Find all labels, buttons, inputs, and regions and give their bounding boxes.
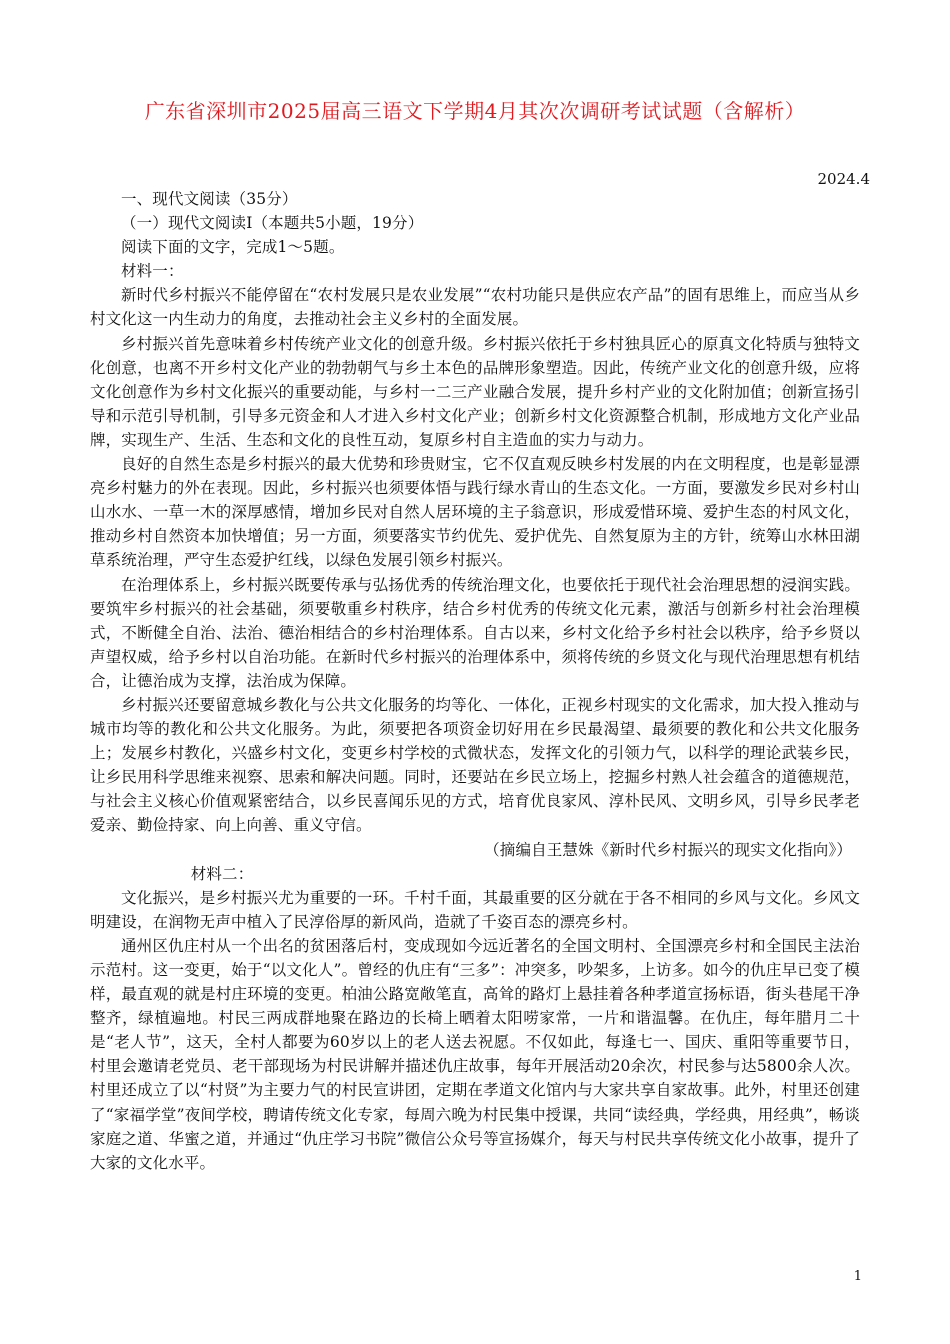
material-two-label: 材料二： bbox=[190, 864, 254, 883]
page-title: 广东省深圳市2025届高三语文下学期4月其次次调研考试试题（含解析） bbox=[144, 99, 806, 123]
material-one-paragraph: 乡村振兴首先意味着乡村传统产业文化的创意升级。乡村振兴依托于乡村独具匠心的原真文化特质与独特文化创意，也离不开乡村文化产业的勃勃朝气与乡土本色的品牌形象塑造。因此，传统产业文化的创意升级，应将文化创意作为乡村文化振兴的重要动能，与乡村一二三产业融合发展，提升乡村产业的文化附加值；创新宣扬引导和示范引导机制，引导多元资金和人才进入乡村文化产业；创新乡村文化资源整合机制，形成地方文化产业品牌，实现生产、生活、生态和文化的良性互动，复原乡村自主造血的实力与动力。 bbox=[90, 334, 860, 449]
material-one-source: （摘编自王慧姝《新时代乡村振兴的现实文化指向》） bbox=[484, 840, 852, 859]
page-number: 1 bbox=[853, 1269, 862, 1284]
material-one-paragraph: 在治理体系上，乡村振兴既要传承与弘扬优秀的传统治理文化，也要依托于现代社会治理思想的浸润实践。要筑牢乡村振兴的社会基础，须要敬重乡村秩序，结合乡村优秀的传统文化元素，激活与创新乡村社会治理模式，不断健全自治、法治、德治相结合的乡村治理体系。自古以来，乡村文化给予乡村社会以秩序，给予乡贤以声望权威，给予乡村以自治功能。在新时代乡村振兴的治理体系中，须将传统的乡贤文化与现代治理思想有机结合，让德治成为支撑，法治成为保障。 bbox=[90, 575, 860, 690]
material-two-paragraph: 文化振兴，是乡村振兴尤为重要的一环。千村千面，其最重要的区分就在于各不相同的乡风与文化。乡风文明建设，在润物无声中植入了民淳俗厚的新风尚，造就了千姿百态的漂亮乡村。 bbox=[90, 888, 860, 931]
material-one-paragraph: 新时代乡村振兴不能停留在“农村发展只是农业发展”“农村功能只是供应农产品”的固有思维上，而应当从乡村文化这一内生动力的角度，去推动社会主义乡村的全面发展。 bbox=[90, 286, 860, 329]
instruction-text: 阅读下面的文字，完成1～5题。 bbox=[121, 238, 345, 257]
material-one-paragraph: 良好的自然生态是乡村振兴的最大优势和珍贵财宝，它不仅直观反映乡村发展的内在文明程度，也是彰显漂亮乡村魅力的外在表现。因此，乡村振兴也须要体悟与践行绿水青山的生态文化。一方面，要激发乡民对乡村山山水水、一草一木的深厚感情，增加乡民对自然人居环境的主子翁意识，形成爱惜环境、爱护生态的村风文化，推动乡村自然资本加快增值；另一方面，须要落实节约优先、爱护优先、自然复原为主的方针，统筹山水林田湖草系统治理，严守生态爱护红线，以绿色发展引领乡村振兴。 bbox=[90, 455, 860, 570]
subsection-heading: （一）现代文阅读Ⅰ（本题共5小题，19分） bbox=[121, 214, 424, 233]
document-body bbox=[90, 187, 860, 1175]
material-two-paragraph: 通州区仇庄村从一个出名的贫困落后村，变成现如今远近著名的全国文明村、全国漂亮乡村和全国民主法治示范村。这一变更，始于“以文化人”。曾经的仇庄有“三多”：冲突多，吵架多，上访多。如今的仇庄早已变了模样，最直观的就是村庄环境的变更。柏油公路宽敞笔直，高耸的路灯上悬挂着各种孝道宣扬标语，街头巷尾干净整齐，绿植遍地。村民三两成群地聚在路边的长椅上晒着太阳唠家常，一片和谐温馨。在仇庄，每年腊月二十是“老人节”，这天，全村人都要为60岁以上的老人送去祝愿。不仅如此，每逢七一、国庆、重阳等重要节日，村里会邀请老党员、老干部现场为村民讲解并描述仇庄故事，每年开展活动20余次，村民参与达5800余人次。村里还成立了以“村贤”为主要力气的村民宣讲团，定期在孝道文化馆内与大家共享自家故事。此外，村里还创建了“家福学堂”夜间学校，聘请传统文化专家，每周六晚为村民集中授课，共同“读经典，学经典，用经典”，畅谈家庭之道、华蜜之道，并通过“仇庄学习书院”微信公众号等宣扬媒介，每天与村民共享传统文化小故事，提升了大家的文化水平。 bbox=[90, 936, 860, 1172]
material-one-paragraph: 乡村振兴还要留意城乡教化与公共文化服务的均等化、一体化，正视乡村现实的文化需求，加大投入推动与城市均等的教化和公共文化服务。为此，须要把各项资金切好用在乡民最渴望、最须要的教化和公共文化服务上；发展乡村教化，兴盛乡村文化，变更乡村学校的式微状态，发挥文化的引领力气，以科学的理论武装乡民，让乡民用科学思维来视察、思索和解决问题。同时，还要站在乡民立场上，挖掘乡村熟人社会蕴含的道德规范，与社会主义核心价值观紧密结合，以乡民喜闻乐见的方式，培育优良家风、淳朴民风、文明乡风，引导乡民孝老爱亲、勤俭持家、向上向善、重义守信。 bbox=[90, 695, 860, 835]
exam-date: 2024.4 bbox=[817, 170, 870, 188]
material-one-label: 材料一： bbox=[121, 262, 184, 281]
section-heading: 一、现代文阅读（35分） bbox=[121, 190, 298, 208]
